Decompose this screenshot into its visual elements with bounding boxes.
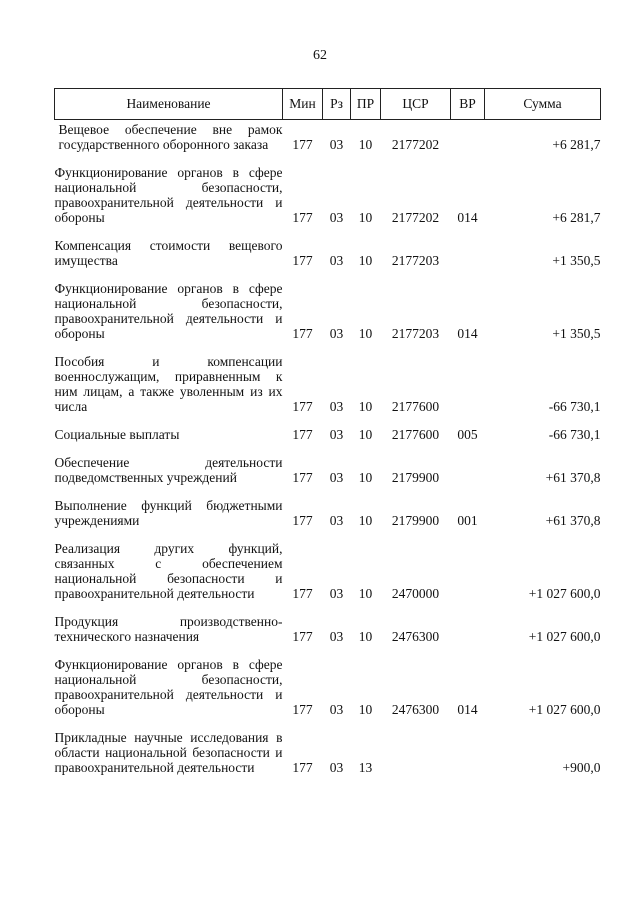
row-rz: 03 (329, 629, 344, 644)
row-min: 177 (292, 702, 313, 717)
row-sum: +1 027 600,0 (528, 586, 601, 601)
row-sum: -66 730,1 (548, 427, 601, 442)
row-pr: 13 (358, 760, 373, 775)
row-name: Прикладные научные исследования в области национальной безопасности и правоохранительной деятельности (54, 730, 283, 775)
row-name: Продукция производственно-технического назначения (54, 614, 283, 644)
row-sum: +61 370,8 (545, 513, 601, 528)
row-pr: 10 (358, 427, 373, 442)
table-row (55, 657, 601, 730)
table-row (55, 238, 601, 281)
row-min: 177 (292, 210, 313, 225)
header-min: Мин (283, 89, 323, 120)
table-body (55, 120, 601, 789)
row-pr: 10 (358, 137, 373, 152)
header-csr: ЦСР (381, 89, 451, 120)
row-sum: +1 027 600,0 (528, 629, 601, 644)
row-min: 177 (292, 137, 313, 152)
table-row (55, 541, 601, 614)
table-row (55, 498, 601, 541)
row-name: Социальные выплаты (54, 427, 180, 442)
row-name: Обеспечение деятельности подведомственных учреждений (54, 455, 283, 485)
row-name: Функционирование органов в сфере национальной безопасности, правоохранительной деятельности и обороны (54, 165, 283, 225)
row-rz: 03 (329, 253, 344, 268)
table-header-row (55, 89, 601, 120)
table-row (55, 455, 601, 498)
header-sum: Сумма (485, 89, 601, 120)
row-vr (451, 120, 485, 166)
table-row (55, 165, 601, 238)
row-sum: -66 730,1 (548, 399, 601, 414)
row-vr: 014 (457, 326, 478, 341)
row-min: 177 (292, 470, 313, 485)
row-csr: 2179900 (391, 470, 440, 485)
row-vr (451, 730, 485, 788)
row-rz: 03 (329, 427, 344, 442)
row-csr: 2177202 (391, 210, 440, 225)
row-csr (381, 730, 451, 788)
row-min: 177 (292, 629, 313, 644)
row-name: Выполнение функций бюджетными учреждениями (54, 498, 283, 528)
row-vr (451, 614, 485, 657)
row-rz: 03 (329, 513, 344, 528)
header-name: Наименование (55, 89, 283, 120)
row-csr: 2177600 (391, 399, 440, 414)
header-pr: ПР (351, 89, 381, 120)
row-pr: 10 (358, 470, 373, 485)
row-rz: 03 (329, 326, 344, 341)
row-csr: 2177203 (391, 253, 440, 268)
row-csr: 2470000 (391, 586, 440, 601)
row-pr: 10 (358, 702, 373, 717)
table-row (55, 427, 601, 455)
row-sum: +1 350,5 (552, 253, 601, 268)
row-rz: 03 (329, 210, 344, 225)
row-vr: 014 (457, 702, 478, 717)
row-sum: +6 281,7 (552, 137, 601, 152)
row-pr: 10 (358, 629, 373, 644)
row-name: Пособия и компенсации военнослужащим, приравненным к ним лицам, а также уволенным из их числа (54, 354, 283, 414)
row-name: Вещевое обеспечение вне рамок государственного оборонного заказа (58, 122, 283, 152)
row-rz: 03 (329, 399, 344, 414)
row-vr: 014 (457, 210, 478, 225)
row-vr (451, 455, 485, 498)
row-min: 177 (292, 760, 313, 775)
row-vr (451, 541, 485, 614)
row-pr: 10 (358, 210, 373, 225)
row-sum: +1 027 600,0 (528, 702, 601, 717)
row-rz: 03 (329, 760, 344, 775)
row-pr: 10 (358, 253, 373, 268)
table-row (55, 120, 601, 166)
row-sum: +1 350,5 (552, 326, 601, 341)
row-csr: 2177600 (391, 427, 440, 442)
table-row (55, 730, 601, 788)
row-sum: +900,0 (562, 760, 601, 775)
row-vr (451, 354, 485, 427)
row-rz: 03 (329, 137, 344, 152)
row-vr (451, 238, 485, 281)
row-name: Функционирование органов в сфере национальной безопасности, правоохранительной деятельности и обороны (54, 281, 283, 341)
row-pr: 10 (358, 586, 373, 601)
row-min: 177 (292, 513, 313, 528)
row-min: 177 (292, 427, 313, 442)
table-row (55, 281, 601, 354)
row-sum: +61 370,8 (545, 470, 601, 485)
budget-table (54, 88, 601, 788)
row-rz: 03 (329, 586, 344, 601)
table-row (55, 614, 601, 657)
header-vr: ВР (451, 89, 485, 120)
row-sum: +6 281,7 (552, 210, 601, 225)
row-csr: 2179900 (391, 513, 440, 528)
row-csr: 2476300 (391, 702, 440, 717)
row-csr: 2177203 (391, 326, 440, 341)
row-min: 177 (292, 399, 313, 414)
row-name: Функционирование органов в сфере национальной безопасности, правоохранительной деятельности и обороны (54, 657, 283, 717)
row-pr: 10 (358, 326, 373, 341)
row-min: 177 (292, 586, 313, 601)
row-rz: 03 (329, 470, 344, 485)
row-name: Реализация других функций, связанных с обеспечением национальной безопасности и правоохранительной деятельности (54, 541, 283, 601)
table-row (55, 354, 601, 427)
row-vr: 005 (457, 427, 478, 442)
row-csr: 2177202 (391, 137, 440, 152)
row-pr: 10 (358, 513, 373, 528)
row-csr: 2476300 (391, 629, 440, 644)
row-min: 177 (292, 253, 313, 268)
row-vr: 001 (457, 513, 478, 528)
page-number: 62 (313, 48, 327, 63)
header-rz: Рз (323, 89, 351, 120)
row-pr: 10 (358, 399, 373, 414)
row-min: 177 (292, 326, 313, 341)
row-rz: 03 (329, 702, 344, 717)
row-name: Компенсация стоимости вещевого имущества (54, 238, 283, 268)
